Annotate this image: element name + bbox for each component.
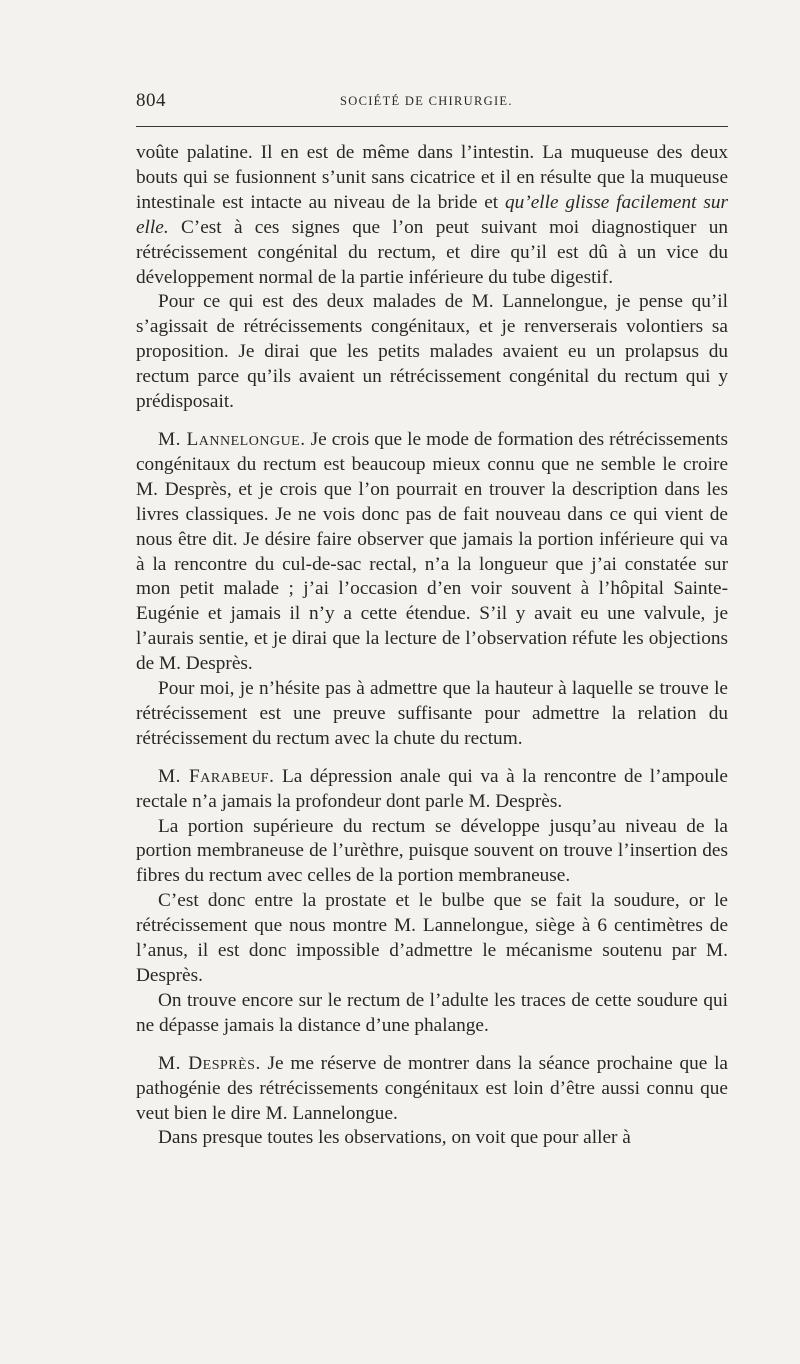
speaker-name: M. Desprès.: [158, 1052, 261, 1074]
paragraph: [136, 889, 728, 989]
speaker-name: M. Lannelongue.: [158, 428, 306, 450]
paragraph-text: La dépression anale qui va à la rencontre de l’ampoule rectale n’a jamais la profondeur dont parle M. Desprès.: [136, 765, 728, 812]
speaker-paragraph: [136, 428, 728, 677]
paragraph: [136, 290, 728, 415]
paragraph-text: Je me réserve de montrer dans la séance prochaine que la pathogénie des rétrécissements congénitaux est loin d’être aussi connu que veut bien le dire M. Lannelongue.: [136, 1052, 728, 1124]
paragraph: [136, 815, 728, 890]
paragraph-text: La portion supérieure du rectum se développe jusqu’au niveau de la portion membraneuse de l’urèthre, puisque souvent on trouve l’insertion des fibres du rectum avec celles de la portion membraneuse.: [136, 815, 728, 887]
paragraph-text: Je crois que le mode de formation des rétrécissements congénitaux du rectum est beaucoup mieux connu que ne semble le croire M. Desprès, et je crois que l’on pourrait en trouver la description dans les livres classiques. Je ne vois donc pas de fait nouveau dans ce qui vient de nous être dit. Je désire faire observer que jamais la portion inférieure qui va à la rencontre du cul-de-sac rectal, n’a la longueur que j’ai constatée sur mon petit malade ; j’ai l’occasion d’en voir souvent à l’hôpital Sainte-Eugénie et jamais il n’y a cette étendue. S’il y avait eu une valvule, je l’aurais sentie, et je dirai que la lecture de l’observation réfute les objections de M. Desprès.: [136, 428, 728, 675]
paragraph-continuation: [136, 141, 728, 290]
paragraph: [136, 989, 728, 1039]
header-rule: [136, 126, 728, 127]
paragraph-text: Pour moi, je n’hésite pas à admettre que la hauteur à laquelle se trouve le rétrécissement est une preuve suffisante pour admettre la relation du rétrécissement du rectum avec la chute du rectum.: [136, 678, 728, 749]
speaker-paragraph: [136, 765, 728, 815]
page-number: 804: [136, 90, 166, 111]
body-text: [136, 141, 728, 1151]
speaker-name: M. Farabeuf.: [158, 765, 275, 787]
paragraph-text: On trouve encore sur le rectum de l’adulte les traces de cette soudure qui ne dépasse jamais la distance d’une phalange.: [136, 989, 728, 1036]
paragraph-text: voûte palatine. Il en est de même dans l’intestin. La muqueuse des deux bouts qui se fusionnent s’unit sans cicatrice et il en résulte que la muqueuse intestinale est intacte au niveau de la bride et: [136, 142, 728, 213]
running-title: SOCIÉTÉ DE CHIRURGIE.: [340, 94, 513, 108]
paragraph: [136, 1126, 728, 1151]
paragraph: [136, 677, 728, 752]
paragraph-text: Dans presque toutes les observations, on voit que pour aller à: [158, 1127, 631, 1149]
paragraph-text: C’est à ces signes que l’on peut suivant moi diagnostiquer un rétrécissement congénital du rectum, et dire qu’il est dû à un vice du développement normal de la partie inférieure du tube digestif.: [136, 216, 728, 288]
paragraph-text: C’est donc entre la prostate et le bulbe que se fait la soudure, or le rétrécissement que nous montre M. Lannelongue, siège à 6 centimètres de l’anus, il est donc impossible d’admettre le mécanisme soutenu par M. Desprès.: [136, 890, 728, 986]
page-header: [136, 90, 728, 114]
speaker-paragraph: [136, 1052, 728, 1127]
italic-phrase: qu’elle glisse facilement sur elle.: [136, 191, 728, 238]
paragraph-text: Pour ce qui est des deux malades de M. Lannelongue, je pense qu’il s’agissait de rétrécissements congénitaux, et je renverserais volontiers sa proposition. Je dirai que les petits malades avaient eu un prolapsus du rectum parce qu’ils avaient un rétrécissement congénital du rectum qui y prédisposait.: [136, 291, 728, 413]
